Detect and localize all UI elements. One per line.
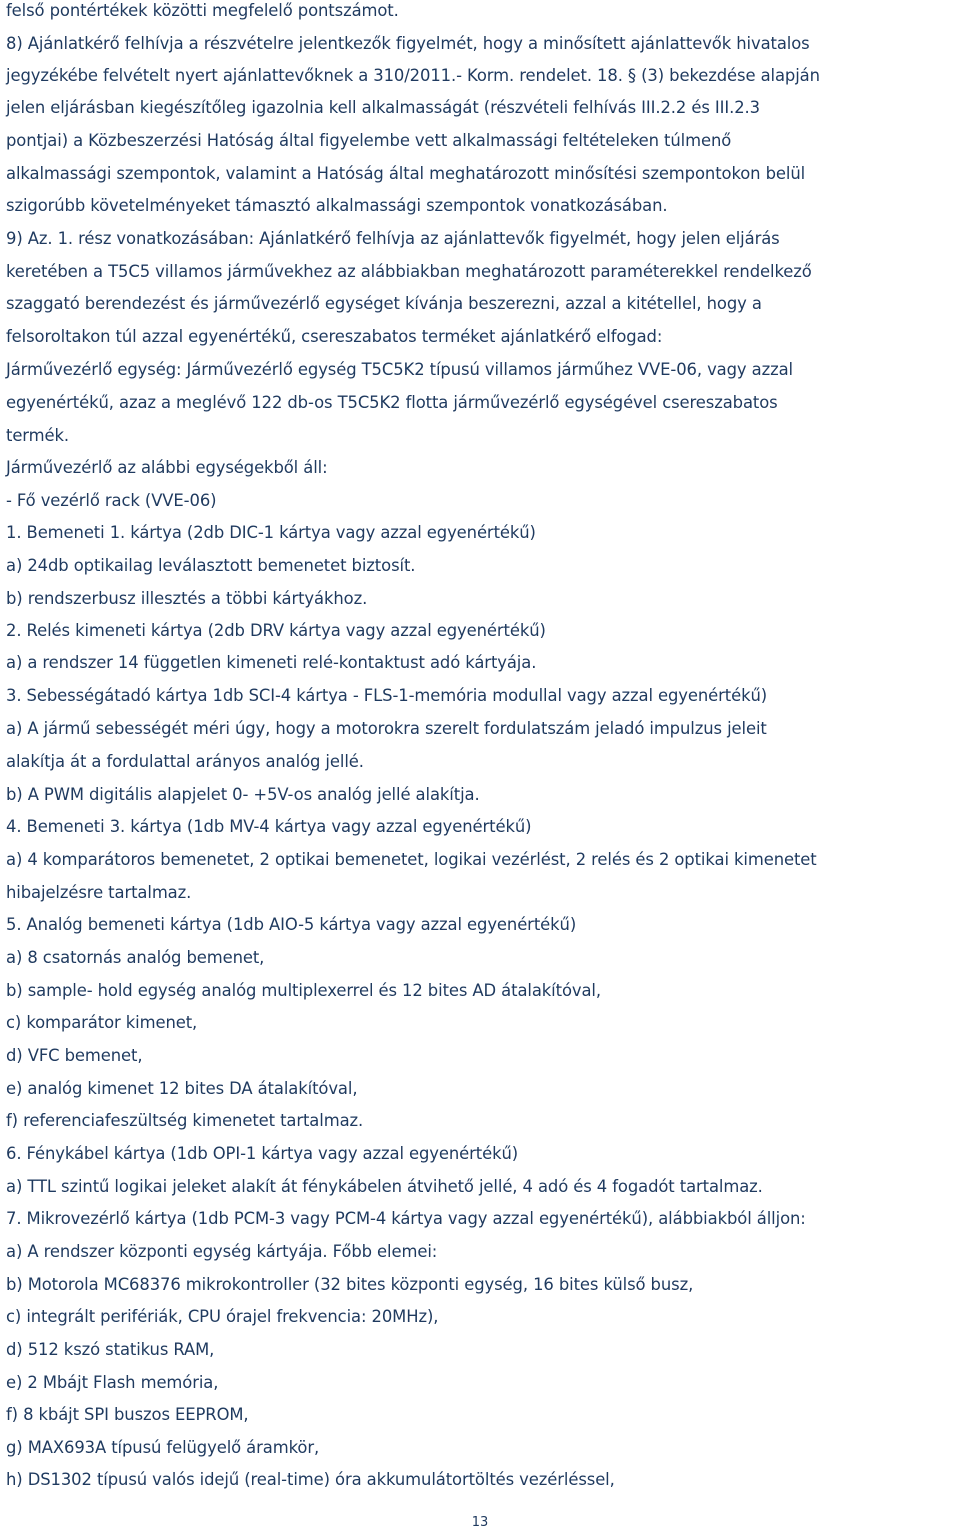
text-line: e) 2 Mbájt Flash memória, — [6, 1373, 219, 1392]
text-line: a) a rendszer 14 független kimeneti relé-kontaktust adó kártyája. — [6, 653, 537, 672]
text-line: 8) Ajánlatkérő felhívja a részvételre jelentkezők figyelmét, hogy a minősített ajánlattevők hivatalos — [6, 34, 810, 53]
text-line: b) sample- hold egység analóg multiplexerrel és 12 bites AD átalakítóval, — [6, 981, 601, 1000]
text-line: b) A PWM digitális alapjelet 0- +5V-os analóg jellé alakítja. — [6, 785, 480, 804]
text-line: 2. Relés kimeneti kártya (2db DRV kártya vagy azzal egyenértékű) — [6, 621, 546, 640]
text-line: a) A rendszer központi egység kártyája. Főbb elemei: — [6, 1242, 438, 1261]
text-line: 3. Sebességátadó kártya 1db SCI-4 kártya - FLS-1-memória modullal vagy azzal egyenértékű) — [6, 686, 768, 705]
text-line: d) 512 kszó statikus RAM, — [6, 1340, 215, 1359]
text-line: pontjai) a Közbeszerzési Hatóság által figyelembe vett alkalmassági feltételeken túlmenő — [6, 131, 732, 150]
text-line: h) DS1302 típusú valós idejű (real-time) óra akkumulátortöltés vezérléssel, — [6, 1470, 615, 1489]
text-line: a) 4 komparátoros bemenetet, 2 optikai bemenetet, logikai vezérlést, 2 relés és 2 optikai kimenetet — [6, 850, 817, 869]
text-line: jegyzékébe felvételt nyert ajánlattevőknek a 310/2011.- Korm. rendelet. 18. § (3) bekezdése alapján — [6, 66, 820, 85]
text-line: 9) Az. 1. rész vonatkozásában: Ajánlatkérő felhívja az ajánlattevők figyelmét, hogy jelen eljárás — [6, 229, 780, 248]
text-line: a) A jármű sebességét méri úgy, hogy a motorokra szerelt fordulatszám jeladó impulzus jeleit — [6, 719, 767, 738]
text-line: e) analóg kimenet 12 bites DA átalakítóval, — [6, 1079, 358, 1098]
text-line: felső pontértékek közötti megfelelő pontszámot. — [6, 1, 399, 20]
text-line: termék. — [6, 426, 70, 445]
text-line: alkalmassági szempontok, valamint a Hatóság által meghatározott minősítési szempontokon belül — [6, 164, 806, 183]
text-line: b) Motorola MC68376 mikrokontroller (32 bites központi egység, 16 bites külső busz, — [6, 1275, 694, 1294]
text-line: Járművezérlő egység: Járművezérlő egység T5C5K2 típusú villamos járműhez VVE-06, vagy azzal — [6, 360, 793, 379]
text-line: a) TTL szintű logikai jeleket alakít át fénykábelen átvihető jellé, 4 adó és 4 fogadót tartalmaz. — [6, 1177, 763, 1196]
text-line: f) 8 kbájt SPI buszos EEPROM, — [6, 1405, 249, 1424]
text-line: 4. Bemeneti 3. kártya (1db MV-4 kártya vagy azzal egyenértékű) — [6, 817, 532, 836]
page-number: 13 — [471, 1515, 489, 1530]
text-line: Járművezérlő az alábbi egységekből áll: — [6, 458, 328, 477]
text-line: szigorúbb követelményeket támasztó alkalmassági szempontok vonatkozásában. — [6, 196, 668, 215]
text-line: a) 24db optikailag leválasztott bemenetet biztosít. — [6, 556, 416, 575]
text-line: 6. Fénykábel kártya (1db OPI-1 kártya vagy azzal egyenértékű) — [6, 1144, 519, 1163]
text-line: felsoroltakon túl azzal egyenértékű, csereszabatos terméket ajánlatkérő elfogad: — [6, 327, 663, 346]
text-line: 5. Analóg bemeneti kártya (1db AIO-5 kártya vagy azzal egyenértékű) — [6, 915, 577, 934]
text-line: egyenértékű, azaz a meglévő 122 db-os T5C5K2 flotta járművezérlő egységével csereszabatos — [6, 393, 778, 412]
text-line: szaggató berendezést és járművezérlő egységet kívánja beszerezni, azzal a kitétellel, hogy a — [6, 294, 762, 313]
text-line: g) MAX693A típusú felügyelő áramkör, — [6, 1438, 320, 1457]
text-line: c) komparátor kimenet, — [6, 1013, 198, 1032]
text-line: f) referenciafeszültség kimenetet tartalmaz. — [6, 1111, 364, 1130]
text-line: b) rendszerbusz illesztés a többi kártyákhoz. — [6, 589, 368, 608]
text-line: jelen eljárásban kiegészítőleg igazolnia kell alkalmasságát (részvételi felhívás III.2.2 és III.2.3 — [6, 98, 760, 117]
text-line: alakítja át a fordulattal arányos analóg jellé. — [6, 752, 364, 771]
text-line: a) 8 csatornás analóg bemenet, — [6, 948, 265, 967]
text-line: - Fő vezérlő rack (VVE-06) — [6, 491, 217, 510]
text-line: d) VFC bemenet, — [6, 1046, 143, 1065]
text-line: 1. Bemeneti 1. kártya (2db DIC-1 kártya vagy azzal egyenértékű) — [6, 523, 536, 542]
text-line: keretében a T5C5 villamos járművekhez az alábbiakban meghatározott paraméterekkel rendelkező — [6, 262, 812, 281]
text-line: c) integrált perifériák, CPU órajel frekvencia: 20MHz), — [6, 1307, 439, 1326]
text-line: 7. Mikrovezérlő kártya (1db PCM-3 vagy PCM-4 kártya vagy azzal egyenértékű), alábbiakból álljon: — [6, 1209, 806, 1228]
text-line: hibajelzésre tartalmaz. — [6, 883, 192, 902]
